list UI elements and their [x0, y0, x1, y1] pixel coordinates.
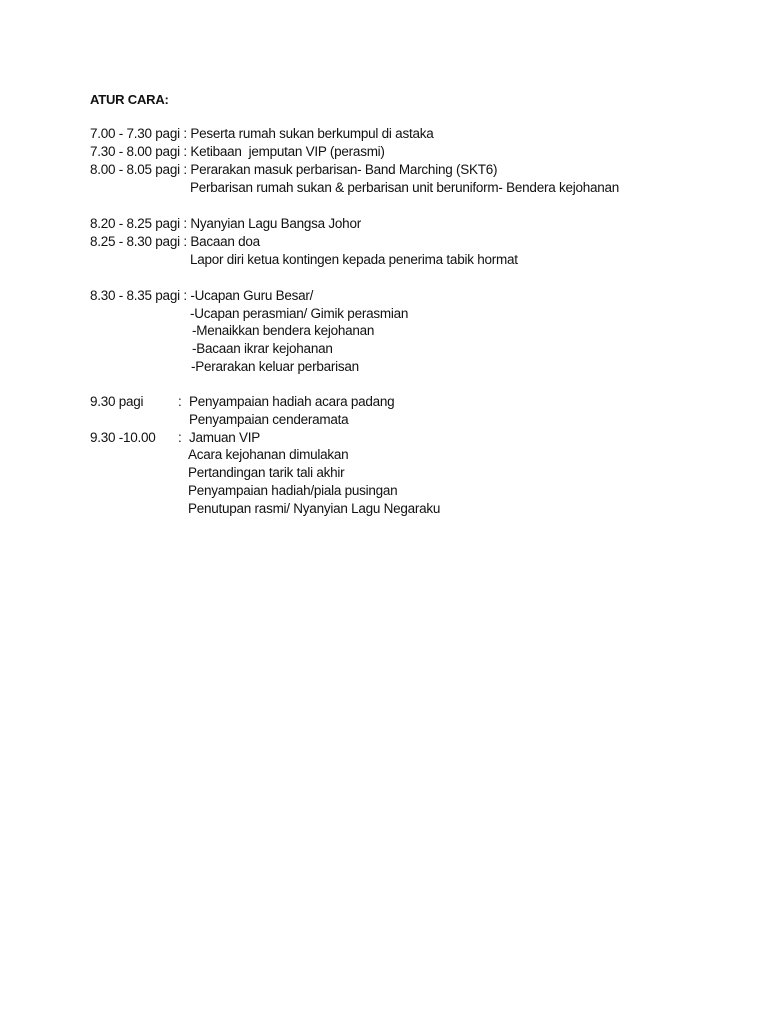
schedule-colon: : — [178, 394, 182, 409]
schedule-time: 9.30 pagi — [90, 394, 144, 409]
schedule-activity: Penyampaian hadiah acara padang — [189, 394, 395, 409]
schedule-item: -Perarakan keluar perbarisan — [191, 359, 359, 374]
schedule-line: 7.00 - 7.30 pagi : Peserta rumah sukan berkumpul di astaka — [90, 126, 434, 141]
schedule-activity: Penutupan rasmi/ Nyanyian Lagu Negaraku — [188, 501, 441, 516]
schedule-activity: Penyampaian hadiah/piala pusingan — [188, 483, 398, 498]
document-title: ATUR CARA: — [90, 92, 169, 107]
schedule-line: 8.20 - 8.25 pagi : Nyanyian Lagu Bangsa Johor — [90, 216, 361, 231]
schedule-line: 8.30 - 8.35 pagi : -Ucapan Guru Besar/ — [90, 288, 314, 303]
schedule-activity: Penyampaian cenderamata — [189, 412, 349, 427]
schedule-line: 7.30 - 8.00 pagi : Ketibaan jemputan VIP (perasmi) — [90, 144, 385, 159]
schedule-activity: Acara kejohanan dimulakan — [188, 447, 349, 462]
schedule-item: -Ucapan perasmian/ Gimik perasmian — [190, 306, 409, 321]
schedule-activity: Jamuan VIP — [189, 430, 261, 445]
schedule-continuation: Perbarisan rumah sukan & perbarisan unit beruniform- Bendera kejohanan — [190, 180, 620, 195]
schedule-line: 8.00 - 8.05 pagi : Perarakan masuk perbarisan- Band Marching (SKT6) — [90, 162, 498, 177]
schedule-item: -Bacaan ikrar kejohanan — [192, 341, 333, 356]
schedule-colon: : — [178, 430, 182, 445]
schedule-time: 9.30 -10.00 — [90, 430, 156, 445]
schedule-line: 8.25 - 8.30 pagi : Bacaan doa — [90, 234, 260, 249]
schedule-item: -Menaikkan bendera kejohanan — [192, 323, 375, 338]
schedule-activity: Pertandingan tarik tali akhir — [188, 465, 345, 480]
schedule-continuation: Lapor diri ketua kontingen kepada penerima tabik hormat — [190, 252, 518, 267]
